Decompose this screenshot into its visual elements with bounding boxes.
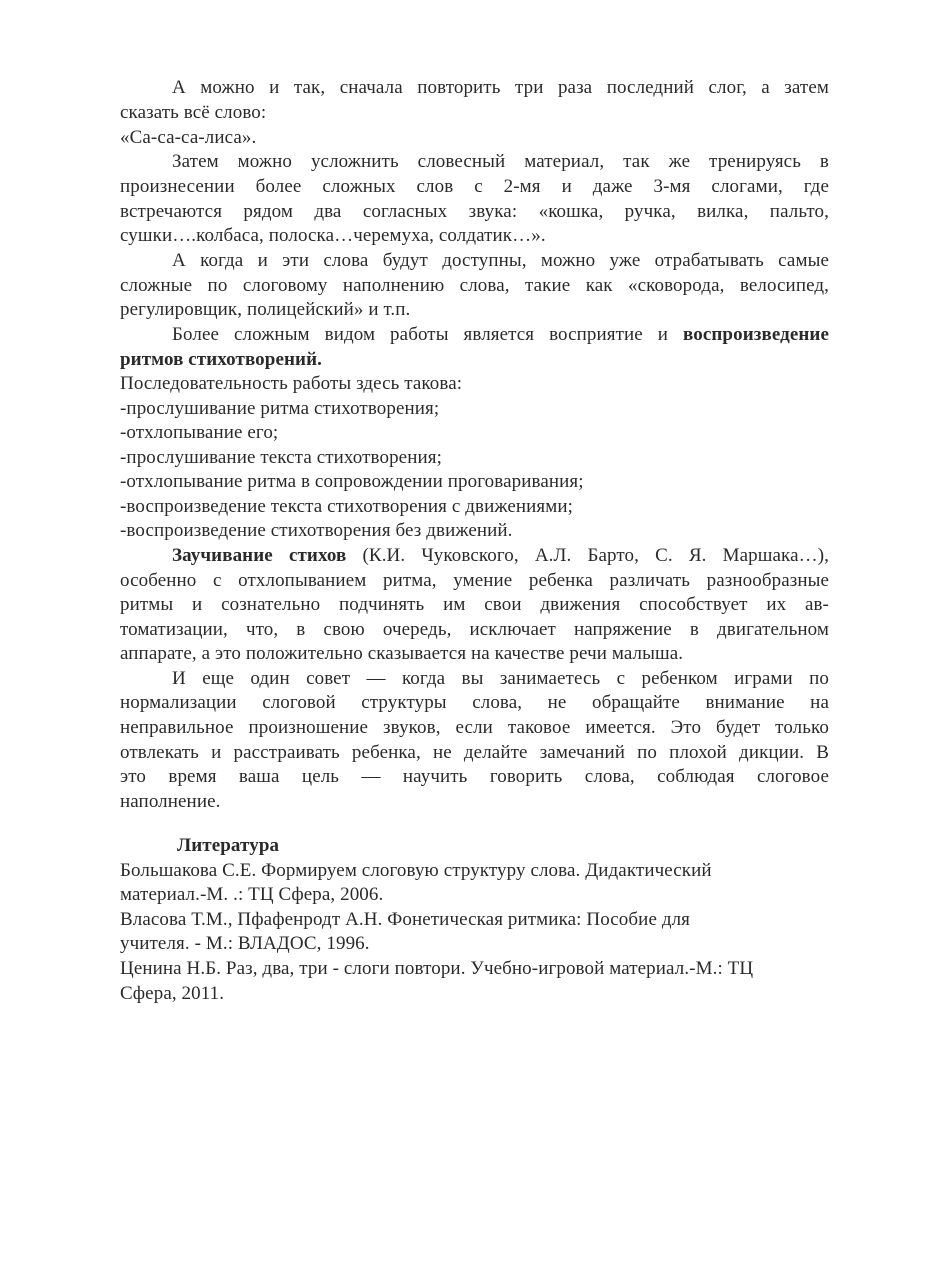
bold-term: Заучивание стихов <box>172 545 347 566</box>
paragraph-line: Затем можно усложнить словесный материал, так же тренируясь в <box>172 151 829 172</box>
paragraph-line: сказать всё слово: <box>120 102 267 123</box>
paragraph-line: произнесении более сложных слов с 2-мя и даже 3-мя слогами, где <box>120 176 829 197</box>
paragraph-line: неправильное произношение звуков, если таковое имеется. Это будет только <box>120 717 829 738</box>
paragraph-text: Более сложным видом работы является восприятие и <box>172 324 669 345</box>
paragraph-line: «Са-са-са-лиса». <box>120 127 257 148</box>
reference-line: Власова Т.М., Пфафенродт А.Н. Фонетическая ритмика: Пособие для <box>120 909 691 930</box>
paragraph-line: томатизации, что, в свою очередь, исключает напряжение в двигательном <box>120 619 829 640</box>
paragraph-line: встречаются рядом два согласных звука: «кошка, ручка, вилка, пальто, <box>120 201 829 222</box>
list-intro: Последовательность работы здесь такова: <box>120 373 463 394</box>
paragraph-line: аппарате, а это положительно сказывается на качестве речи малыша. <box>120 643 684 664</box>
reference-line: учителя. - М.: ВЛАДОС, 1996. <box>120 933 370 954</box>
paragraph-line: отвлекать и расстраивать ребенка, не делайте замечаний по плохой дикции. В <box>120 742 829 763</box>
literature-heading: Литература <box>177 835 280 856</box>
list-item: -прослушивание ритма стихотворения; <box>120 398 440 419</box>
paragraph-line: это время ваша цель — научить говорить слова, соблюдая слоговое <box>120 766 829 787</box>
reference-line: Ценина Н.Б. Раз, два, три - слоги повтори. Учебно-игровой материал.-М.: ТЦ <box>120 958 754 979</box>
bold-term: воспроизведение <box>683 324 829 345</box>
paragraph-line: регулировщик, полицейский» и т.п. <box>120 299 411 320</box>
list-item: -отхлопывание его; <box>120 422 279 443</box>
reference-line: материал.-М. .: ТЦ Сфера, 2006. <box>120 884 384 905</box>
paragraph-line: И еще один совет — когда вы занимаетесь с ребенком играми по <box>172 668 829 689</box>
list-item: -прослушивание текста стихотворения; <box>120 447 442 468</box>
paragraph-text: (К.И. Чуковского, А.Л. Барто, С. Я. Маршака…), <box>362 545 830 566</box>
bold-term: ритмов стихотворений. <box>120 349 322 370</box>
paragraph-line: наполнение. <box>120 791 221 812</box>
paragraph-line: особенно с отхлопыванием ритма, умение ребенка различать разнообразные <box>120 570 829 591</box>
paragraph-line: сложные по слоговому наполнению слова, такие как «сковорода, велосипед, <box>120 275 829 296</box>
reference-line: Большакова С.Е. Формируем слоговую структуру слова. Дидактический <box>120 860 712 881</box>
list-item: -воспроизведение стихотворения без движений. <box>120 520 513 541</box>
paragraph-line: ритмы и сознательно подчинять им свои движения способствует их ав- <box>120 594 829 615</box>
list-item: -воспроизведение текста стихотворения с движениями; <box>120 496 574 517</box>
paragraph-line: сушки….колбаса, полоска…черемуха, солдатик…». <box>120 225 546 246</box>
paragraph-line: А когда и эти слова будут доступны, можно уже отрабатывать самые <box>172 250 829 271</box>
paragraph-line <box>172 323 829 347</box>
paragraph-line: А можно и так, сначала повторить три раза последний слог, а затем <box>172 77 829 98</box>
reference-line: Сфера, 2011. <box>120 983 225 1004</box>
paragraph-line: нормализации слоговой структуры слова, не обращайте внимание на <box>120 692 829 713</box>
paragraph-line <box>172 544 829 568</box>
list-item: -отхлопывание ритма в сопровождении проговаривания; <box>120 471 584 492</box>
